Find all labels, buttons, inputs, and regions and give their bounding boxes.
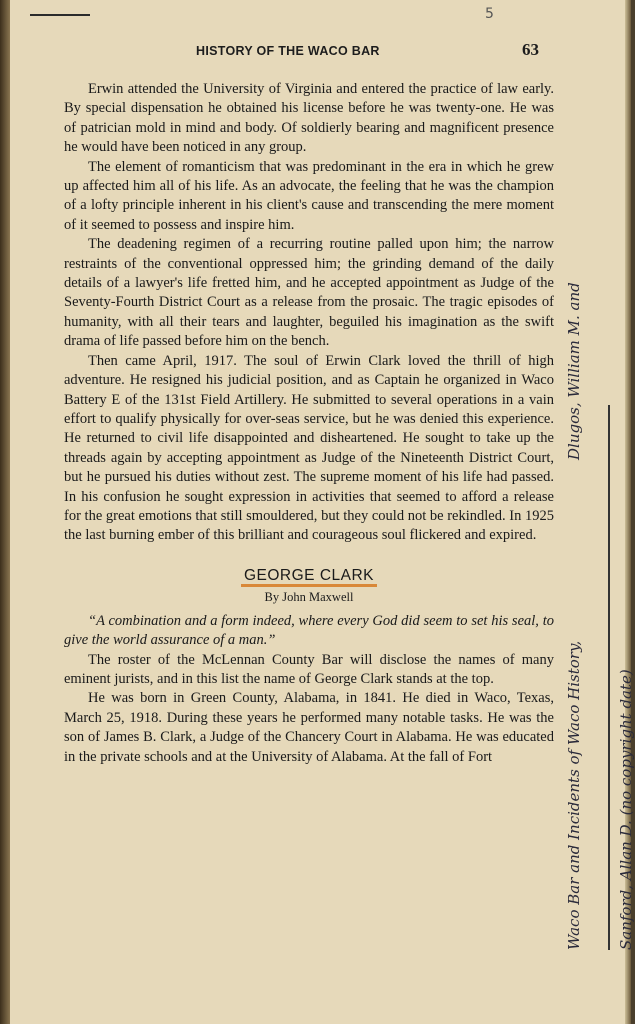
paragraph: He was born in Green County, Alabama, in 1841. He died in Waco, Texas, March 25, 1918. During these years he performed many notable tasks. He was the son of James B. Clark, a Judge of the Chancery Court in Alabama. He was educated in the private schools and at the University of Alabama. At the fall of Fort — [64, 690, 554, 765]
section-title-text: GEORGE CLARK — [241, 567, 377, 587]
body-text — [64, 80, 554, 767]
byline: By John Maxwell — [264, 589, 354, 604]
margin-note-line: Dlugos, William M. and — [565, 282, 583, 460]
epigraph-quote: “A combination and a form indeed, where every God did seem to set his seal, to give the world assurance of a man.” — [64, 612, 554, 649]
pencil-page-mark: 5 — [485, 6, 494, 22]
paragraph: The element of romanticism that was predominant in the era in which he grew up affected him all of his life. As an advocate, the feeling that he was the champion of a lofty principle inherent in his client's cause and transcending the mere moment of it seemed to possess and inspire him. — [64, 158, 554, 233]
margin-note-line: Waco Bar and Incidents of Waco History, — [565, 640, 583, 950]
margin-ruled-line — [608, 405, 610, 950]
margin-note-line: Sanford, Allan D. (no copyright date) — [617, 669, 635, 950]
page-number: 63 — [522, 40, 539, 59]
paragraph: The deadening regimen of a recurring routine palled upon him; the narrow restraints of the conventional oppressed him; the grinding demand of the daily details of a lawyer's life fretted him, and he accepted appointment as Judge of the Seventy-Fourth District Court as a release from the prosaic. The tragic episodes of humanity, with all their tears and laughter, beguiled his imagination as the swift drama of life passed before him on the bench. — [64, 236, 554, 350]
section-title — [64, 566, 554, 586]
running-head: HISTORY OF THE WACO BAR — [196, 44, 380, 58]
paragraph: The roster of the McLennan County Bar will disclose the names of many eminent jurists, and in this list the name of George Clark stands at the top. — [64, 651, 554, 687]
book-binding-shadow — [0, 0, 10, 1024]
paragraph: Then came April, 1917. The soul of Erwin Clark loved the thrill of high adventure. He resigned his judicial position, and as Captain he organized in Waco Battery E of the 131st Field Artillery. He submitted to several operations in a vain effort to qualify physically for over-seas service, but he was denied this experience. He returned to civil life disappointed and disheartened. He sought to take up the threads again by accepting appointment as Judge of the Nineteenth District Court, but he pursued his duties without zest. The supreme moment of his life had passed. In his confusion he sought expression in activities that seemed to afford a release for the great emotions that still smouldered, but they could not be rekindled. In 1925 the last burning ember of this brilliant and courageous soul flickered and expired. — [64, 352, 554, 544]
top-rule — [30, 14, 90, 16]
paragraph: Erwin attended the University of Virginia and entered the practice of law early. By special dispensation he obtained his license before he was twenty-one. He was of patrician mold in mind and body. Of soldierly bearing and magnificent presence he would have been noticed in any group. — [64, 81, 554, 156]
